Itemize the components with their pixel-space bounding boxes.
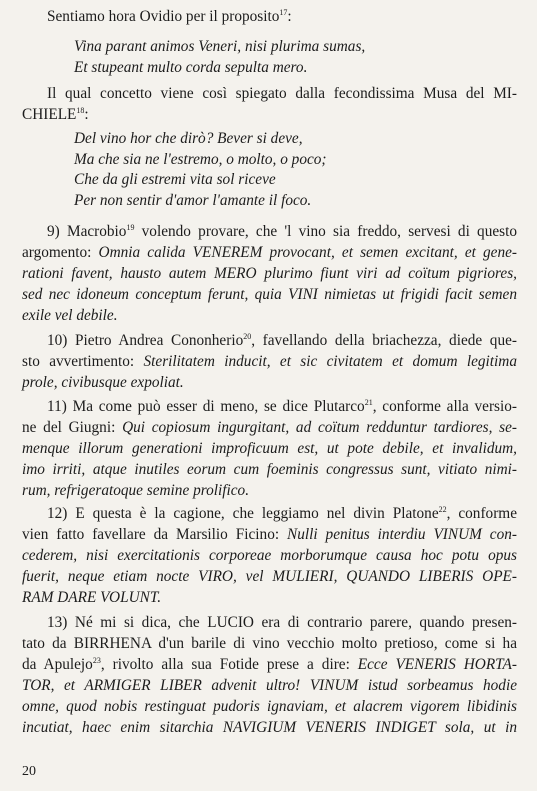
verse-line: Che da gli estremi vita sol riceve bbox=[74, 171, 276, 188]
text-span: 9) Macrobio bbox=[47, 223, 127, 240]
text-line bbox=[22, 104, 517, 125]
text-line: RAM DARE VOLUNT. bbox=[22, 589, 162, 606]
text-line bbox=[22, 221, 517, 242]
footnote-marker: 23 bbox=[92, 655, 101, 665]
text-span: 12) E questa è la cagione, che leggiamo nel divin Platone bbox=[47, 505, 439, 522]
intro-text: Sentiamo hora Ovidio per il proposito bbox=[47, 8, 280, 25]
text-span: ne del Giugni: bbox=[22, 419, 123, 436]
text-line: sed nec idoneum conceptum ferunt, quia VINI nimietas ut frigidi facit semen bbox=[22, 286, 517, 303]
punctuation: : bbox=[287, 8, 292, 25]
footnote-marker: 22 bbox=[438, 504, 447, 514]
text-line: cederem, nisi exercitationis corporeae morborumque causa hoc potu opus bbox=[22, 547, 517, 564]
verse-quotation-ovid bbox=[74, 37, 365, 78]
text-span: , conforme bbox=[446, 505, 517, 522]
text-line bbox=[22, 330, 517, 351]
text-line: fuerit, neque etiam nocte VIRO, vel MULIERI, QUANDO LIBERIS OPE- bbox=[22, 568, 517, 585]
author-name: CHIELE bbox=[22, 106, 77, 123]
text-span: argomento: bbox=[22, 244, 99, 261]
verse-quotation-michiele bbox=[74, 129, 327, 211]
text-span: volendo provare, che 'l vino sia freddo, servesi di questo bbox=[134, 223, 517, 240]
paragraph-13 bbox=[22, 612, 517, 738]
verse-line: Vina parant animos Veneri, nisi plurima sumas, bbox=[74, 38, 366, 55]
text-line: TOR, et ARMIGER LIBER advenit ultro! VINUM istud sorbeamus hodie bbox=[22, 677, 517, 694]
text-span: 11) Ma come può esser di meno, se dice Plutarco bbox=[47, 398, 365, 415]
latin-quote: Nulli penitus interdiu VINUM con- bbox=[287, 526, 517, 543]
text-line bbox=[22, 242, 517, 263]
verse-line: Et stupeant multo corda sepulta mero. bbox=[74, 58, 308, 76]
punctuation: : bbox=[84, 106, 89, 123]
paragraph-10 bbox=[22, 330, 517, 393]
text-line bbox=[22, 524, 517, 545]
text-span: sto avvertimento: bbox=[22, 353, 144, 370]
paragraph-11 bbox=[22, 396, 517, 501]
text-line: imo irriti, atque inutiles eorum cum foeminis congressus sunt, vitiato nimi- bbox=[22, 461, 517, 478]
footnote-marker: 19 bbox=[126, 222, 135, 232]
text-line: prole, civibusque expoliat. bbox=[22, 374, 184, 391]
latin-quote: Sterilitatem inducit, et sic civitatem et domum legitima bbox=[143, 353, 517, 370]
text-line: rationi favent, hausto autem MERO plurimo fiunt viri ad coïtum pigriores, bbox=[22, 265, 517, 282]
text-line bbox=[22, 503, 517, 524]
paragraph-9 bbox=[22, 221, 517, 326]
text-line: rum, refrigeratoque semine prolifico. bbox=[22, 482, 250, 499]
text-line: omne, quod nobis restinguat pudoris ignaviam, et alacrem vigorem libidinis bbox=[22, 698, 517, 715]
text-span: da Apulejo bbox=[22, 656, 93, 673]
text-span: vien fatto favellare da Marsilio Ficino: bbox=[22, 526, 288, 543]
text-line: exile vel debile. bbox=[22, 307, 118, 324]
footnote-marker: 21 bbox=[364, 397, 373, 407]
verse-line: Del vino hor che dirò? Bever si deve, bbox=[74, 130, 303, 147]
text-span: , rivolto alla sua Fotide prese a dire: bbox=[100, 656, 358, 673]
text-line: incutiat, haec enim sitarchia NAVIGIUM VENERIS INDIGET sola, ut in bbox=[22, 719, 517, 736]
page-number: 20 bbox=[22, 764, 36, 779]
text-line: tato da BIRRHENA d'un barile di vino vecchio molto pretioso, come si ha bbox=[22, 635, 517, 652]
text-span: , conforme alla versio- bbox=[372, 398, 517, 415]
paragraph-concetto bbox=[22, 83, 517, 125]
text-line bbox=[22, 417, 517, 438]
text-span: 10) Pietro Andrea Cononherio bbox=[47, 332, 244, 349]
footnote-marker: 20 bbox=[243, 331, 252, 341]
verse-line: Ma che sia ne l'estremo, o molto, o poco; bbox=[74, 150, 327, 168]
latin-quote: Omnia calida VENEREM provocant, et semen excitant, et gene- bbox=[98, 244, 517, 261]
text-line bbox=[22, 654, 517, 675]
paragraph-12 bbox=[22, 503, 517, 608]
text-line bbox=[22, 6, 517, 27]
latin-quote: Ecce VENERIS HORTA- bbox=[357, 656, 517, 673]
verse-line: Per non sentir d'amor l'amante il foco. bbox=[74, 191, 312, 209]
text-line: 13) Né mi si dica, che LUCIO era di contrario parere, quando presen- bbox=[47, 614, 517, 631]
text-line bbox=[22, 351, 517, 372]
text-line: menque illorum generationi improficuum est, ut pote debile, et invalidum, bbox=[22, 440, 517, 457]
text-line bbox=[22, 396, 517, 417]
latin-quote: Qui copiosum ingurgitant, ad coïtum redduntur tardiores, se- bbox=[122, 419, 517, 436]
text-line: Il qual concetto viene così spiegato dalla fecondissima Musa del MI- bbox=[47, 85, 517, 102]
footnote-marker: 17 bbox=[279, 7, 288, 17]
paragraph-intro bbox=[22, 6, 517, 27]
footnote-marker: 18 bbox=[76, 105, 85, 115]
text-span: , favellando della briachezza, diede que- bbox=[251, 332, 517, 349]
